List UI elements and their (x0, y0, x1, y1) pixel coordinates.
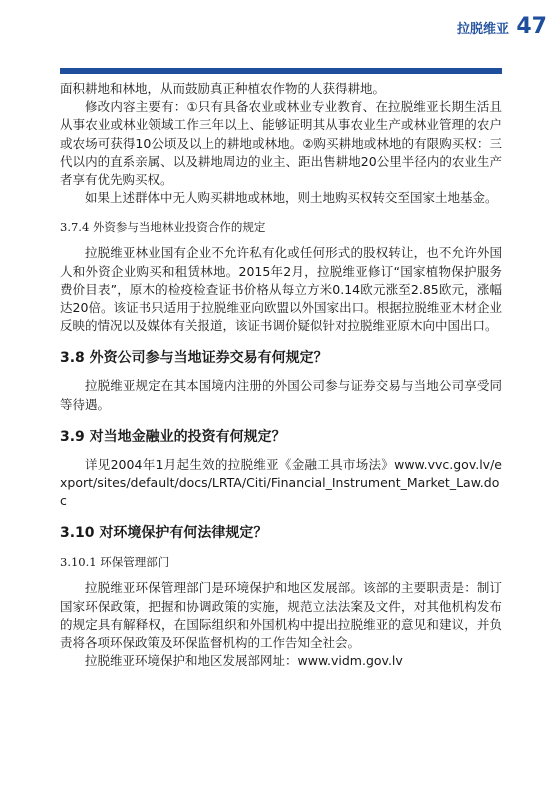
heading-3-10-1: 3.10.1 环保管理部门 (60, 555, 170, 570)
header-section-title: 拉脱维亚 (456, 22, 509, 37)
heading-3-8: 3.8 外资公司参与当地证券交易有何规定？ (60, 350, 328, 367)
page-number: 47 (516, 14, 547, 39)
paragraph-amendments: 修改内容主要有：①只有具备农业或林业专业教育、在拉脱维亚长期生活且从事农业或林业领域工作三年以上、能够证明其从事农业生产或林业管理的农户或农场可获得10公顷及以上的耕地或林地。②购买耕地或林地的有限购买权：三代以内的直系亲属、以及耕地周边的业主、距出售耕地20公里半径内的农业生产者享有优先购买权。 (60, 99, 502, 188)
heading-3-7-4: 3.7.4 外资参与当地林业投资合作的规定 (60, 220, 266, 235)
heading-3-9: 3.9 对当地金融业的投资有何规定？ (60, 428, 286, 445)
paragraph-finance: 详见2004年1月起生效的拉脱维亚《金融工具市场法》www.vvc.gov.lv/export/sites/default/docs/LRTA/Citi/Financial_Instrument_Market_Law.doc (60, 456, 502, 509)
paragraph-securities: 拉脱维亚规定在其本国境内注册的外国公司参与证券交易与当地公司享受同等待遇。 (60, 378, 502, 412)
paragraph-land-fund: 如果上述群体中无人购买耕地或林地，则土地购买权转交至国家土地基金。 (85, 190, 498, 206)
heading-3-10: 3.10 对环境保护有何法律规定？ (60, 525, 268, 542)
paragraph-land-continuation: 面积耕地和林地，从而鼓励真正种植农作物的人获得耕地。 (60, 81, 386, 96)
paragraph-environment-ministry: 拉脱维亚环保管理部门是环境保护和地区发展部。该部的主要职责是：制订国家环保政策，把握和协调政策的实施，规范立法法案及文件，对其他机构发布的规定具有解释权，在国际组织和外国机构中提出拉脱维亚的意见和建议，并负责将各项环保政策及环保监督机构的工作告知全社会。 (60, 580, 502, 651)
page-content (60, 80, 502, 670)
paragraph-ministry-website: 拉脱维亚环境保护和地区发展部网址：www.vidm.gov.lv (85, 653, 403, 669)
paragraph-forestry: 拉脱维亚林业国有企业不允许私有化或任何形式的股权转让，也不允许外国人和外资企业购买和租赁林地。2015年2月，拉脱维亚修订“国家植物保护服务费价目表”，原木的检疫检查证书价格从每立方米0.14欧元涨至2.85欧元，涨幅达20倍。该证书只适用于拉脱维亚向欧盟以外国家出口。根据拉脱维亚木材企业反映的情况以及媒体有关报道，该证书调价疑似针对拉脱维亚原木向中国出口。 (60, 245, 502, 334)
header-rule (60, 68, 502, 74)
